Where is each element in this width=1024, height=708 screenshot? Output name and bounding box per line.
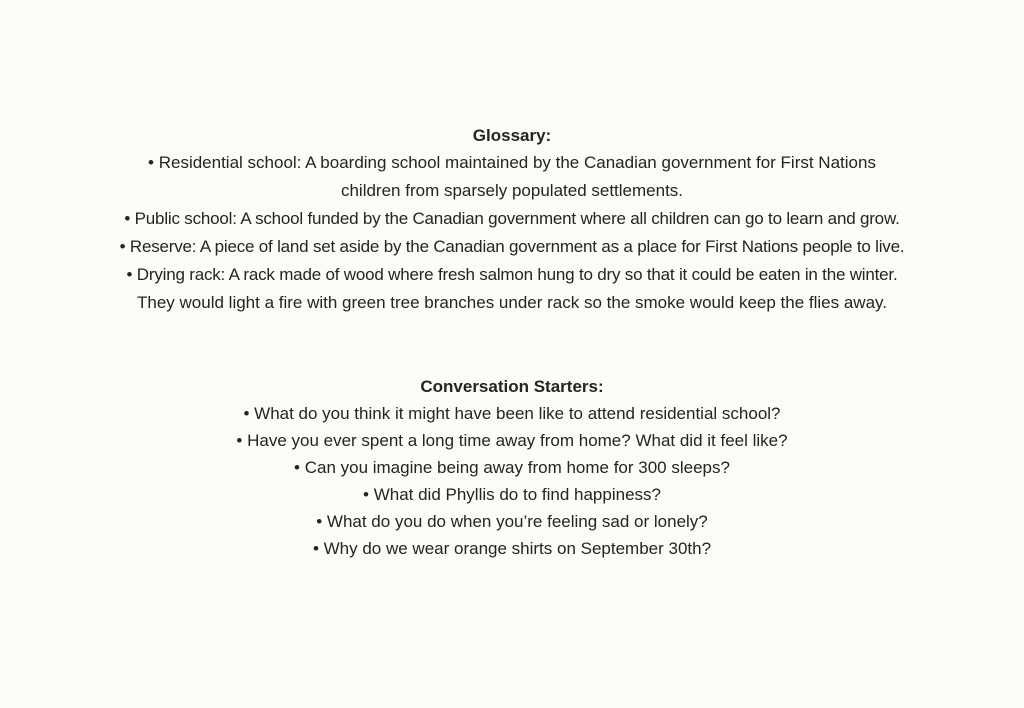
conversation-starters-heading: Conversation Starters: xyxy=(420,377,604,396)
starter-item-sad-lonely: • What do you do when you’re feeling sad or lonely? xyxy=(316,512,708,531)
starter-item-residential-school: • What do you think it might have been like to attend residential school? xyxy=(243,404,781,423)
glossary-line-public-school: • Public school: A school funded by the Canadian government where all children can go to learn and grow. xyxy=(124,209,900,228)
starter-item-phyllis-happiness: • What did Phyllis do to find happiness? xyxy=(363,485,661,504)
starter-item-time-away: • Have you ever spent a long time away from home? What did it feel like? xyxy=(236,431,788,450)
glossary-line-drying-rack: • Drying rack: A rack made of wood where fresh salmon hung to dry so that it could be eaten in the winter. xyxy=(126,265,898,284)
glossary-heading: Glossary: xyxy=(472,126,552,145)
glossary-section xyxy=(0,123,1024,317)
glossary-line-residential-school: • Residential school: A boarding school maintained by the Canadian government for First Nations xyxy=(148,153,876,172)
starter-item-orange-shirts: • Why do we wear orange shirts on September 30th? xyxy=(312,539,712,558)
glossary-line-drying-rack-cont: They would light a fire with green tree branches under rack so the smoke would keep the flies away. xyxy=(137,293,887,312)
starter-item-300-sleeps: • Can you imagine being away from home for 300 sleeps? xyxy=(294,458,730,477)
glossary-line-reserve: • Reserve: A piece of land set aside by the Canadian government as a place for First Nations people to live. xyxy=(119,237,905,256)
conversation-starters-section xyxy=(0,374,1024,562)
glossary-line-residential-school-cont: children from sparsely populated settlements. xyxy=(340,181,684,200)
